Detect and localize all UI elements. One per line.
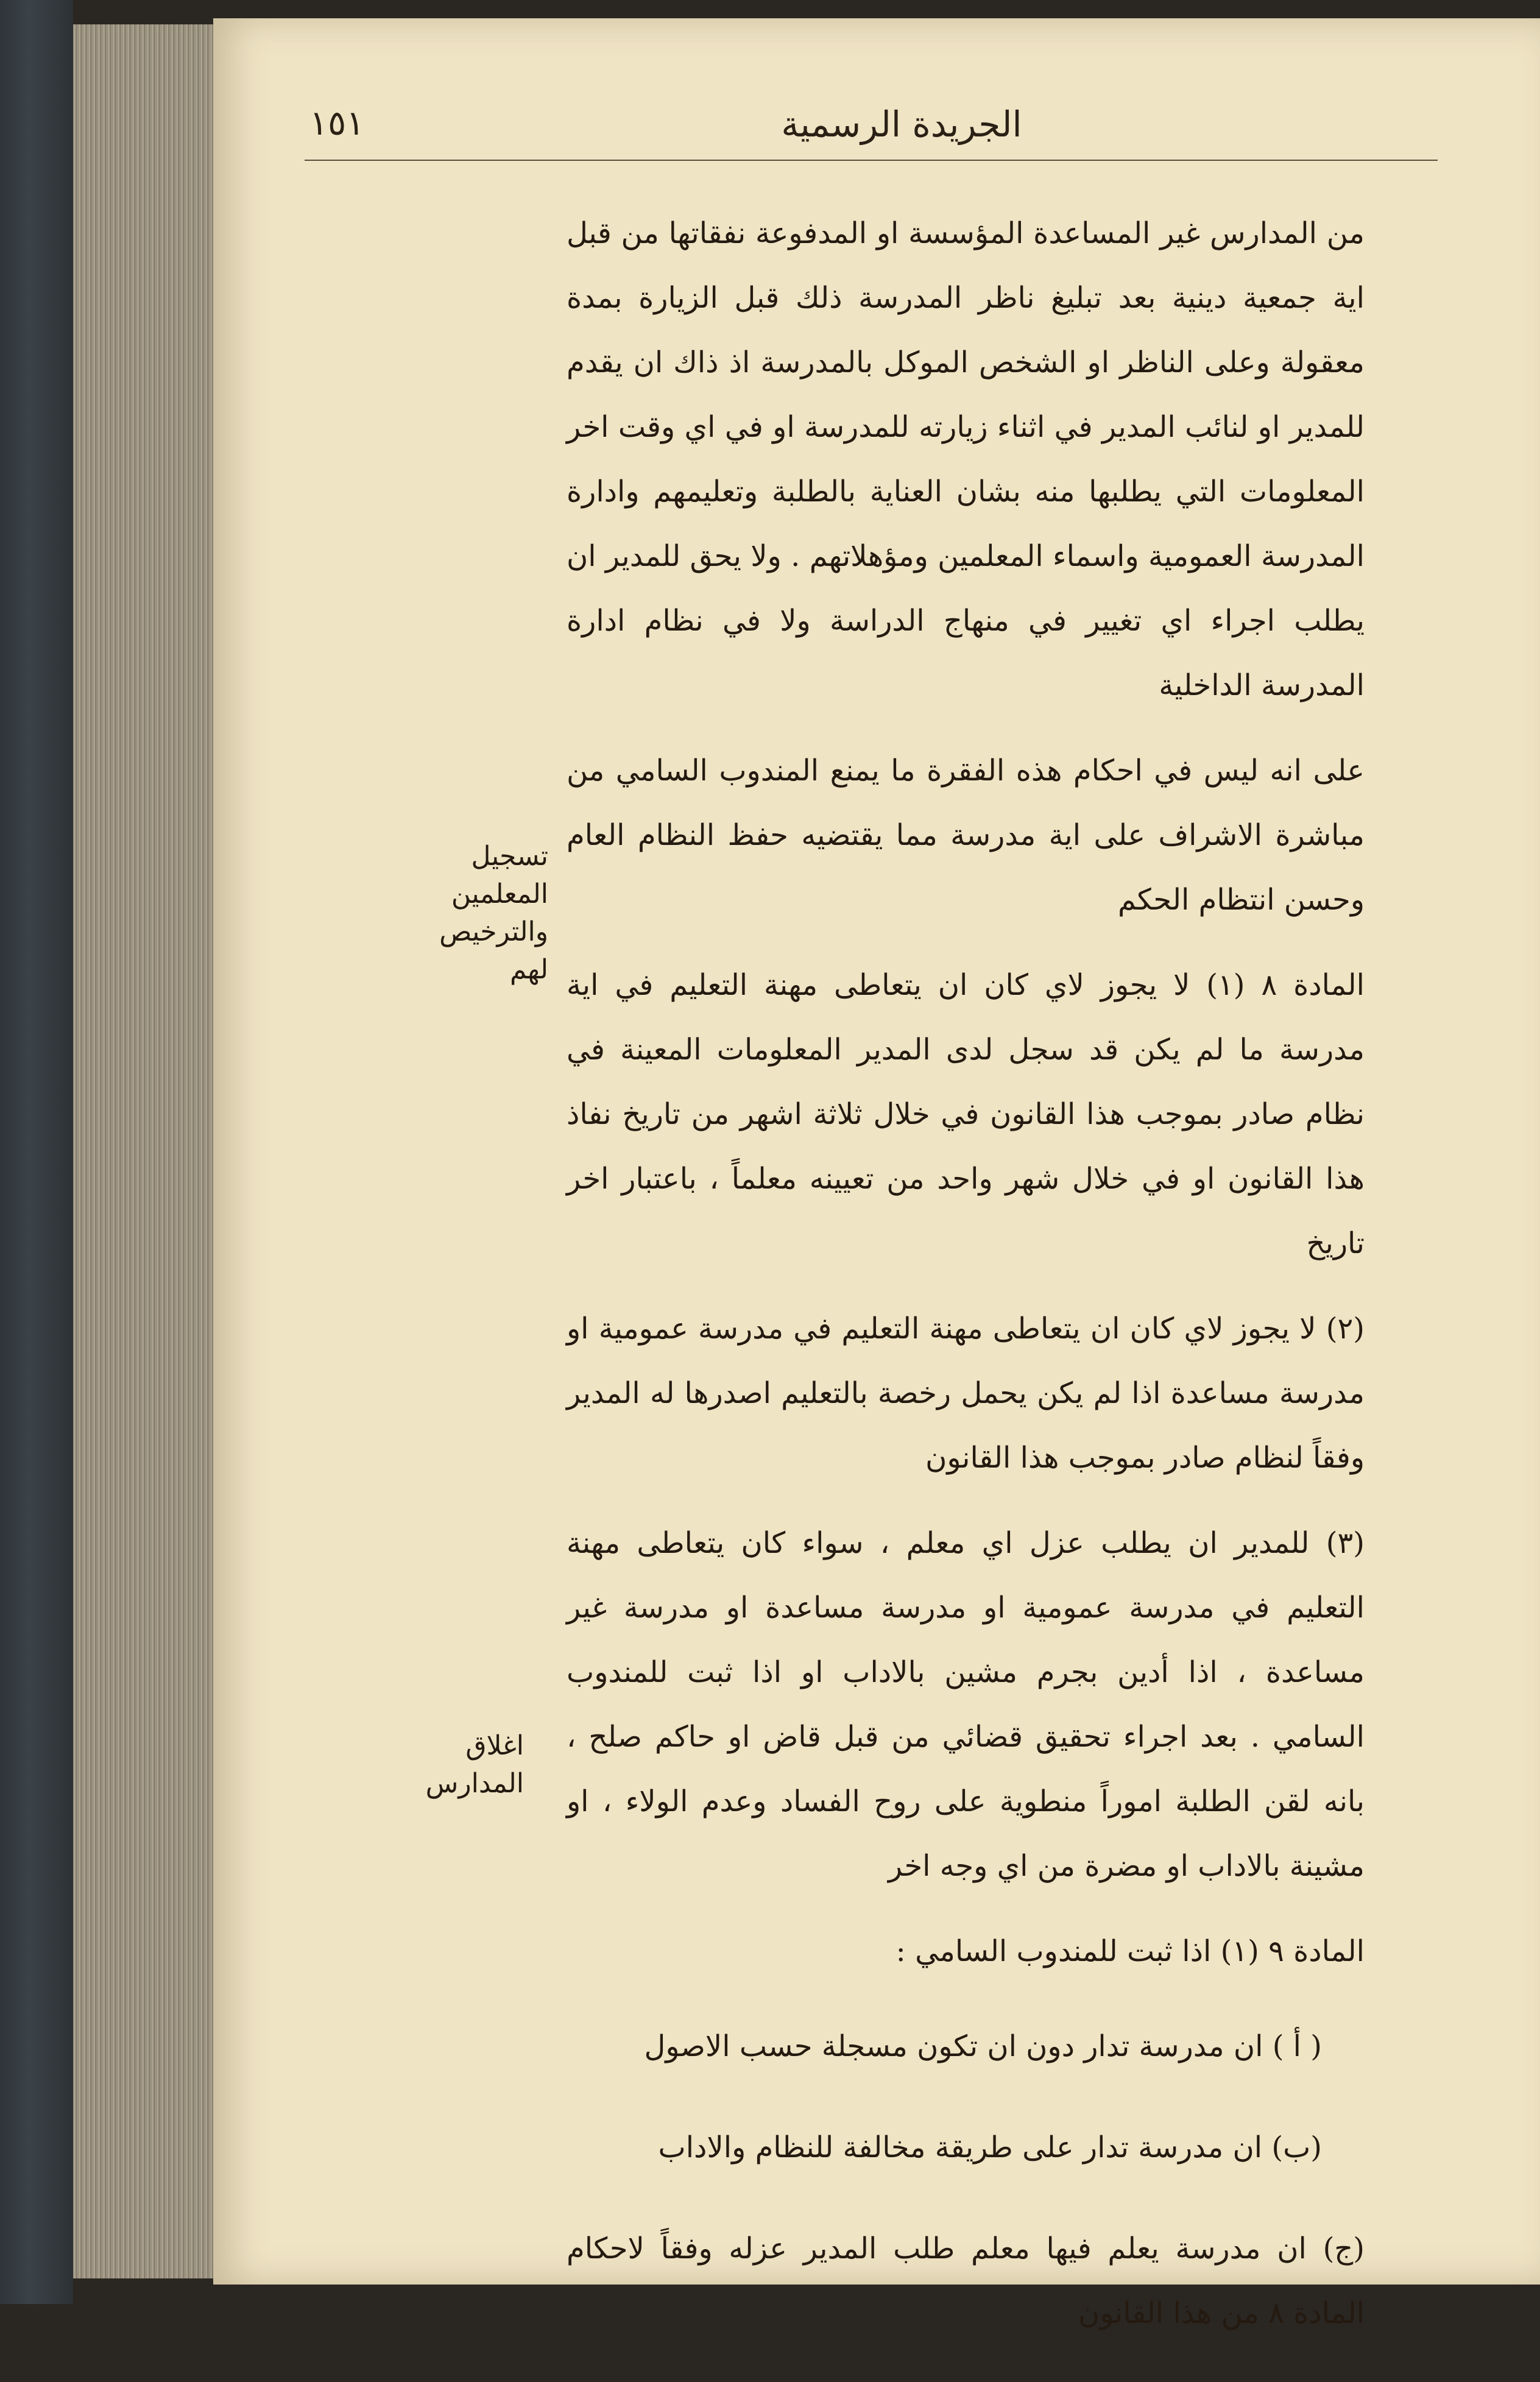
page-edges (73, 24, 219, 2278)
article-9-item-a: ( أ ) ان مدرسة تدار دون ان تكون مسجلة حسب الاصول (644, 2029, 1322, 2063)
sidenote-registration-line1: تسجيل المعلمين (451, 841, 548, 910)
paragraph-2: على انه ليس في احكام هذه الفقرة ما يمنع المندوب السامي من مباشرة الاشراف على اية مدرسة مما يقتضيه حفظ النظام العام وحسن انتظام الحكم (567, 754, 1365, 917)
running-title: الجريدة الرسمية (781, 104, 1022, 145)
article-8-clause-3: (٣) للمدير ان يطلب عزل اي معلم ، سواء كان يتعاطى مهنة التعليم في مدرسة عمومية او مدرسة مساعدة او مدرسة غير مساعدة ، اذا أدين بجرم مشين بالاداب او اذا ثبت للمندوب السامي . بعد اجراء تحقيق قضائي من قبل قاض او حاكم صلح ، بانه لقن الطلبة اموراً منطوية على روح الفساد وعدم الولاء ، او مشينة بالاداب او مضرة من اي وجه اخر (567, 1526, 1365, 1883)
sidenote-closure: اغلاق المدارس (425, 1730, 524, 1799)
header-rule (305, 160, 1438, 161)
article-8-clause-1: المادة ٨ (١) لا يجوز لاي كان ان يتعاطى مهنة التعليم في اية مدرسة ما لم يكن قد سجل لدى المدير المعلومات المعينة في نظام صادر بموجب هذا القانون في خلال ثلاثة اشهر من تاريخ نفاذ هذا القانون او في خلال شهر واحد من تعيينه معلماً ، باعتبار اخر تاريخ (567, 968, 1365, 1260)
article-9-clause-1: المادة ٩ (١) اذا ثبت للمندوب السامي : (895, 1934, 1365, 1968)
sidenote-registration-line2: والترخيص لهم (439, 916, 548, 985)
article-9-item-c: (ج) ان مدرسة يعلم فيها معلم طلب المدير عزله وفقاً لاحكام المادة ٨ من هذا القانون (567, 2232, 1365, 2330)
article-9-item-b: (ب) ان مدرسة تدار على طريقة مخالفة للنظام والاداب (658, 2130, 1322, 2165)
body-text (567, 201, 1365, 2382)
sidenote-registration (420, 838, 548, 989)
page-header (305, 91, 1438, 164)
page-number: ١٥١ (309, 104, 365, 143)
paragraph-1: من المدارس غير المساعدة المؤسسة او المدفوعة نفقاتها من قبل اية جمعية دينية بعد تبليغ ناظر المدرسة ذلك قبل الزيارة بمدة معقولة وعلى الناظر او الشخص الموكل بالمدرسة اذ ذاك ان يقدم للمدير او لنائب المدير في اثناء زيارته للمدرسة او في اي وقت اخر المعلومات التي يطلبها منه بشان العناية بالطلبة وتعليمهم وادارة المدرسة العمومية واسماء المعلمين ومؤهلاتهم . ولا يحق للمدير ان يطلب اجراء اي تغيير في منهاج الدراسة ولا في نظام ادارة المدرسة الداخلية (567, 216, 1365, 702)
book-binding (0, 0, 73, 2304)
article-8-clause-2: (٢) لا يجوز لاي كان ان يتعاطى مهنة التعليم في مدرسة عمومية او مدرسة مساعدة اذا لم يكن يحمل رخصة بالتعليم اصدرها له المدير وفقاً لنظام صادر بموجب هذا القانون (567, 1312, 1365, 1475)
